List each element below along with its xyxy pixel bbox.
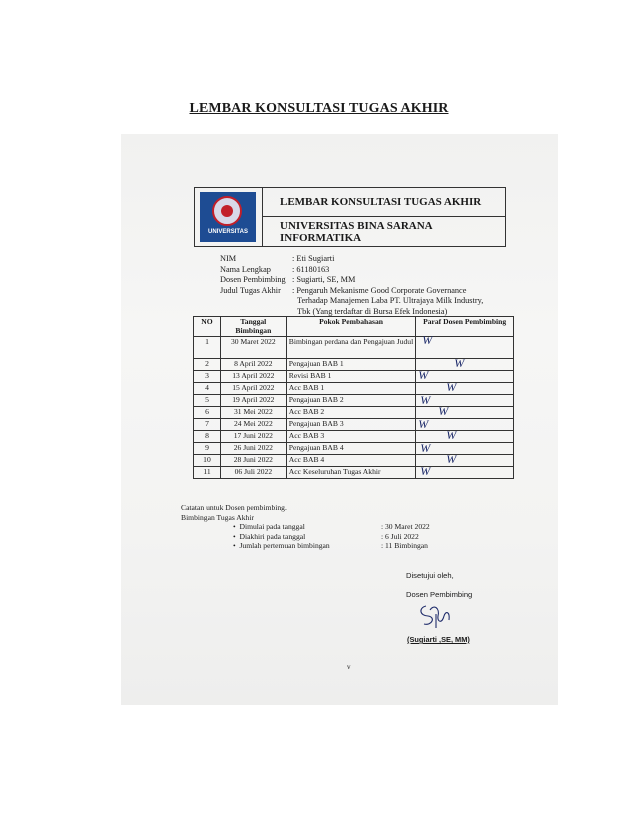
notes-line-2: Bimbingan Tugas Akhir	[181, 512, 254, 522]
paraf-signature: W	[454, 356, 465, 370]
row-paraf	[416, 356, 514, 371]
advisor-label: Dosen Pembimbing	[220, 275, 286, 284]
row-paraf	[416, 428, 514, 443]
university-logo	[200, 192, 256, 242]
row-date: 24 Mei 2022	[220, 419, 286, 431]
notes	[181, 503, 287, 522]
thesis-line-3: Tbk (Yang terdaftar di Bursa Efek Indonesia)	[297, 306, 448, 316]
logo-text: UNIVERSITAS	[208, 229, 248, 235]
row-topic: Acc BAB 4	[286, 455, 416, 467]
advisor-signature-icon	[416, 602, 456, 632]
row-topic: Bimbingan perdana dan Pengajuan Judul	[286, 337, 416, 359]
row-no: 4	[194, 383, 221, 395]
col-header-topic: Pokok Pembahasan	[286, 317, 416, 337]
paraf-signature: W	[446, 380, 457, 394]
row-date: 19 April 2022	[220, 395, 286, 407]
row-no: 8	[194, 431, 221, 443]
row-date: 31 Mei 2022	[220, 407, 286, 419]
table-row	[194, 443, 514, 455]
logo-emblem-icon	[212, 196, 242, 226]
paraf-signature: W	[418, 368, 429, 382]
bullet-values	[381, 522, 430, 551]
paraf-signature: W	[420, 464, 431, 478]
scanned-document-photo	[121, 134, 558, 705]
list-item: • Jumlah pertemuan bimbingan	[233, 541, 330, 550]
table-row	[194, 455, 514, 467]
row-no: 7	[194, 419, 221, 431]
bullet-list	[233, 522, 330, 551]
row-paraf	[416, 443, 514, 455]
row-no: 1	[194, 337, 221, 359]
thesis-line-2: Terhadap Manajemen Laba PT. Ultrajaya Milk Industry,	[297, 296, 484, 305]
row-no: 5	[194, 395, 221, 407]
row-no: 3	[194, 371, 221, 383]
student-info	[220, 254, 517, 317]
paraf-signature: W	[446, 428, 457, 442]
consultation-table	[193, 316, 514, 479]
row-no: 6	[194, 407, 221, 419]
start-date-value: : 30 Maret 2022	[381, 522, 430, 531]
table-row	[194, 371, 514, 383]
paraf-signature: W	[420, 393, 431, 407]
advisor-value: : Sugiarti, SE, MM	[292, 275, 356, 284]
approval-line-2: Dosen Pembimbing	[406, 590, 473, 599]
meeting-count-value: : 11 Bimbingan	[381, 541, 428, 550]
list-item: • Dimulai pada tanggal	[233, 522, 305, 531]
row-no: 11	[194, 467, 221, 479]
row-date: 28 Juni 2022	[220, 455, 286, 467]
thesis-line-1: : Pengaruh Mekanisme Good Corporate Governance	[292, 285, 467, 295]
row-topic: Acc BAB 2	[286, 407, 416, 419]
nim-label: NIM	[220, 254, 237, 263]
row-no: 10	[194, 455, 221, 467]
row-topic: Acc BAB 3	[286, 431, 416, 443]
row-date: 30 Maret 2022	[220, 337, 286, 359]
row-topic: Revisi BAB 1	[286, 371, 416, 383]
row-date: 15 April 2022	[220, 383, 286, 395]
header-title: LEMBAR KONSULTASI TUGAS AKHIR	[262, 188, 505, 217]
row-date: 17 Juni 2022	[220, 431, 286, 443]
logo-cell	[195, 188, 263, 246]
row-topic: Pengajuan BAB 1	[286, 359, 416, 371]
paraf-signature: W	[420, 441, 431, 455]
approval-line-1: Disetujui oleh,	[406, 571, 454, 580]
row-paraf	[416, 452, 514, 467]
row-topic: Pengajuan BAB 4	[286, 443, 416, 455]
table-row	[194, 467, 514, 479]
row-topic: Acc Keseluruhan Tugas Akhir	[286, 467, 416, 479]
page-number: v	[347, 663, 351, 671]
approval-block	[406, 571, 472, 600]
col-header-paraf: Paraf Dosen Pembimbing	[416, 317, 514, 337]
page-title: LEMBAR KONSULTASI TUGAS AKHIR	[189, 101, 449, 116]
row-paraf	[416, 380, 514, 395]
row-no: 2	[194, 359, 221, 371]
row-paraf	[416, 333, 514, 359]
end-date-value: : 6 Juli 2022	[381, 531, 419, 541]
table-row	[194, 337, 514, 359]
name-label: Nama Lengkap	[220, 264, 271, 274]
row-paraf	[416, 464, 514, 479]
table-row	[194, 419, 514, 431]
row-date: 13 April 2022	[220, 371, 286, 383]
table-row	[194, 407, 514, 419]
row-date: 06 Juli 2022	[220, 467, 286, 479]
row-paraf	[416, 368, 514, 383]
row-paraf	[416, 419, 514, 431]
nim-value: : Eti Sugiarti	[292, 254, 335, 263]
signer-name: (Sugiarti ,SE, MM)	[407, 635, 470, 644]
paraf-signature: W	[438, 404, 449, 418]
table-row	[194, 395, 514, 407]
row-date: 8 April 2022	[220, 359, 286, 371]
col-header-no: NO	[194, 317, 221, 337]
row-topic: Pengajuan BAB 3	[286, 419, 416, 431]
table-row	[194, 383, 514, 395]
name-value: : 61180163	[292, 264, 330, 274]
table-row	[194, 431, 514, 443]
document-header	[194, 187, 506, 247]
row-topic: Acc BAB 1	[286, 383, 416, 395]
thesis-label: Judul Tugas Akhir	[220, 285, 281, 295]
row-topic: Pengajuan BAB 2	[286, 395, 416, 407]
row-paraf	[416, 395, 514, 407]
list-item: • Diakhiri pada tanggal	[233, 531, 306, 541]
row-no: 9	[194, 443, 221, 455]
paraf-signature: W	[418, 417, 429, 431]
notes-line-1: Catatan untuk Dosen pembimbing.	[181, 503, 287, 512]
row-paraf	[416, 404, 514, 419]
paraf-signature: W	[422, 333, 433, 347]
table-row	[194, 359, 514, 371]
header-university: UNIVERSITAS BINA SARANA INFORMATIKA	[280, 219, 433, 244]
col-header-date: Tanggal Bimbingan	[220, 317, 286, 337]
table-header-row	[194, 317, 514, 337]
row-date: 26 Juni 2022	[220, 443, 286, 455]
paraf-signature: W	[446, 452, 457, 466]
